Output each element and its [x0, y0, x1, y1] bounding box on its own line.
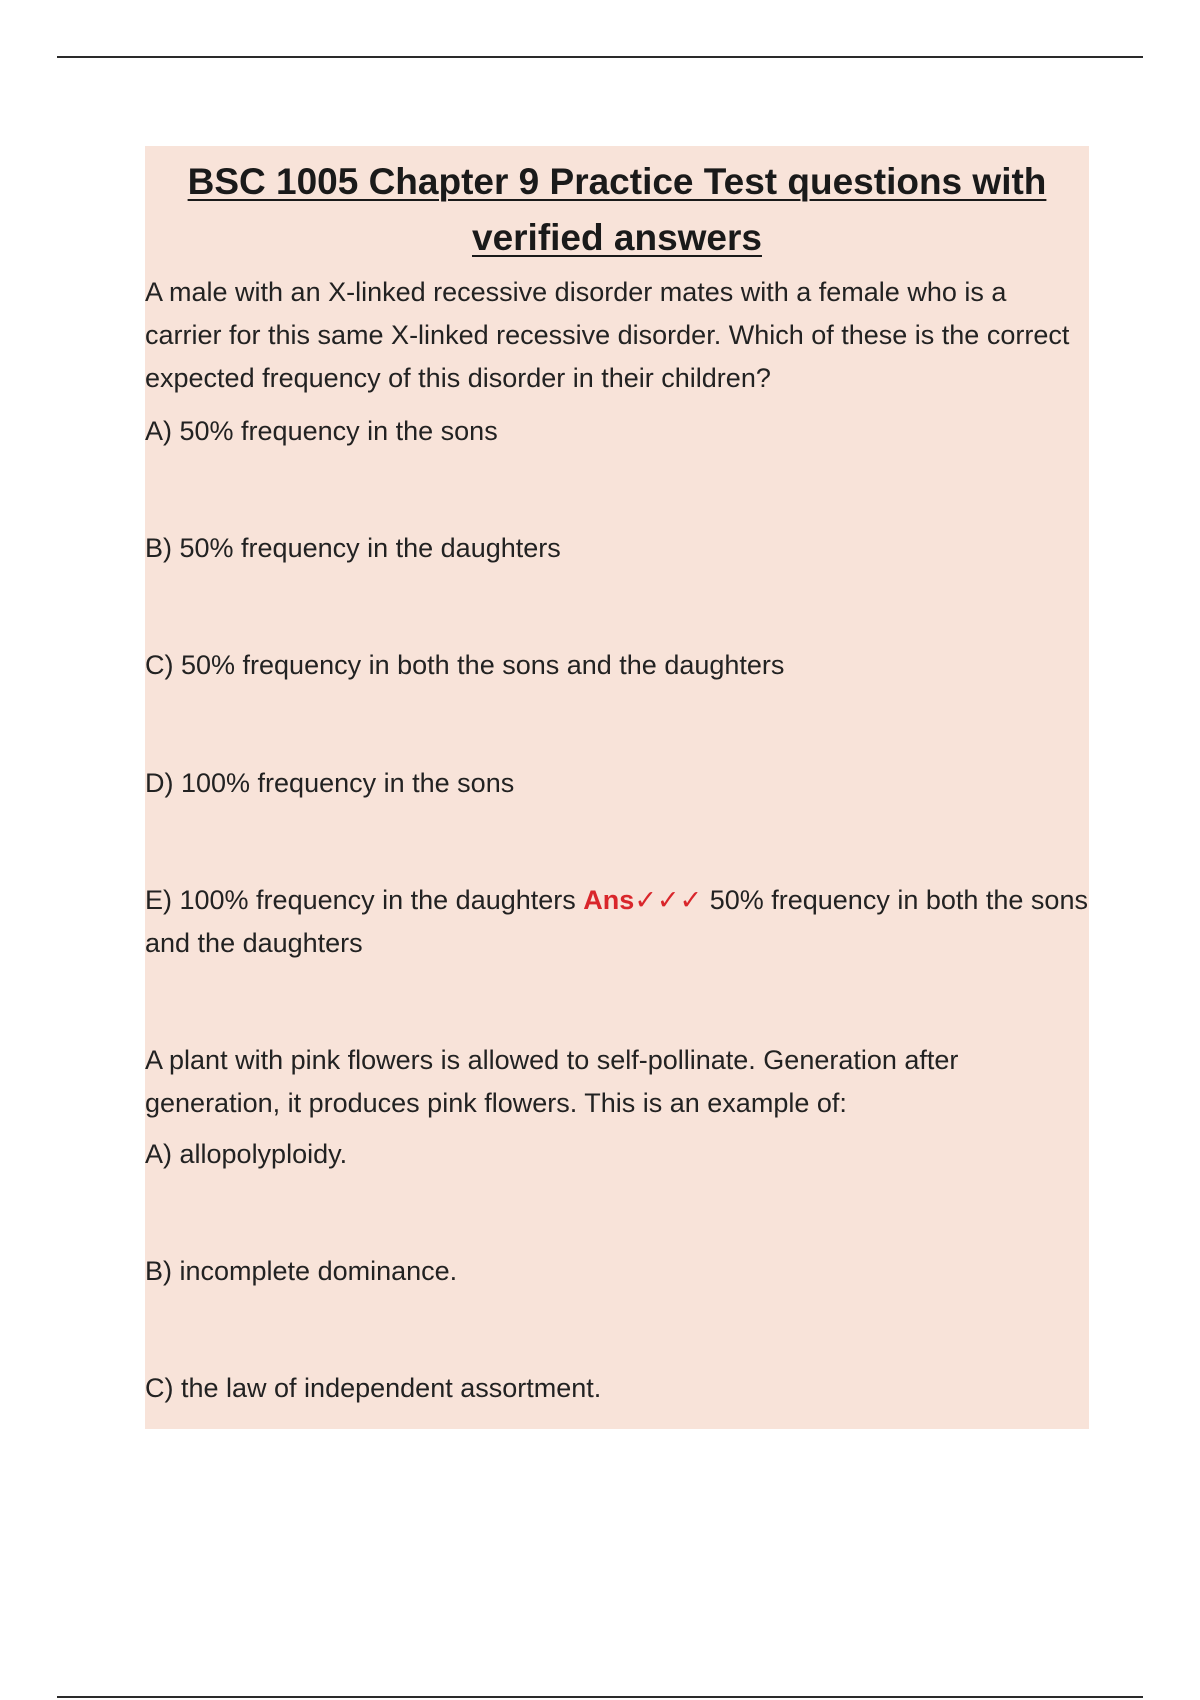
- question-1-option-d: D) 100% frequency in the sons: [145, 768, 515, 798]
- question-1-option-a: A) 50% frequency in the sons: [145, 416, 498, 446]
- answer-label: Ans: [583, 885, 635, 915]
- answer-checkmarks-icon: ✓✓✓: [634, 885, 703, 915]
- header-rule: [57, 56, 1143, 58]
- option-e-label: E) 100% frequency in the daughters: [145, 885, 576, 915]
- question-2-option-c: C) the law of independent assortment.: [145, 1373, 602, 1403]
- question-1-option-e: [145, 879, 1089, 965]
- document-body: [145, 146, 1089, 1429]
- question-1-prompt: A male with an X-linked recessive disorder mates with a female who is a carrier for this same X-linked recessive disorder. Which of these is the correct expected frequency of this disorder in their children?: [145, 277, 1070, 393]
- answer-text: 50% frequency in both the sons and the daughters: [145, 885, 1088, 958]
- question-1-option-c: C) 50% frequency in both the sons and the daughters: [145, 650, 785, 680]
- question-2-option-a: A) allopolyploidy.: [145, 1139, 348, 1169]
- footer-rule: [57, 1696, 1143, 1698]
- question-2-prompt: A plant with pink flowers is allowed to self-pollinate. Generation after generation, it produces pink flowers. This is an example of:: [145, 1045, 959, 1118]
- document-title: BSC 1005 Chapter 9 Practice Test questions with verified answers: [187, 161, 1047, 258]
- question-2-option-b: B) incomplete dominance.: [145, 1256, 458, 1286]
- question-1-option-b: B) 50% frequency in the daughters: [145, 533, 561, 563]
